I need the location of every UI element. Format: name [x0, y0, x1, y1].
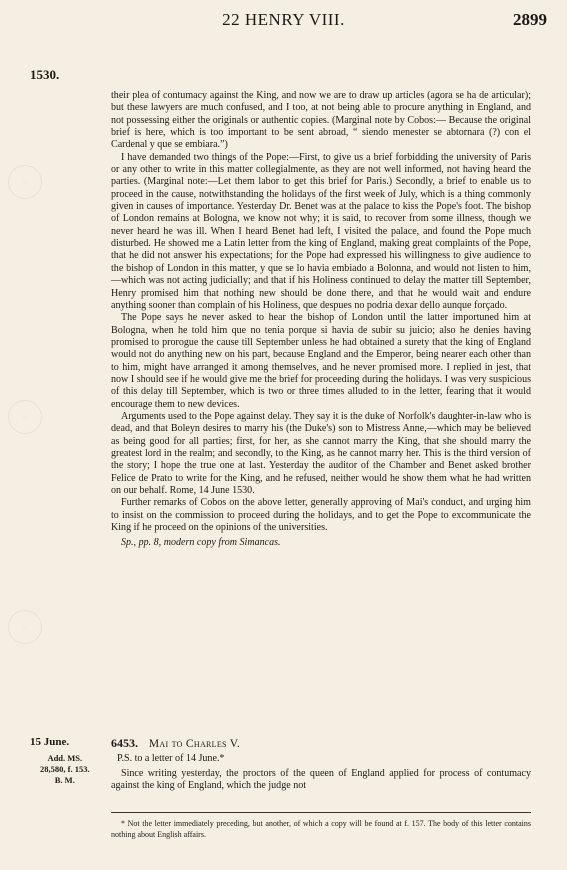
entry-number: 6453.	[111, 736, 138, 750]
manuscript-reference-line: Add. MS.	[47, 753, 83, 763]
body-paragraph: Arguments used to the Pope against delay. They say it is the duke of Norfolk's daughter-in-law who is dead, and that Boleyn desires to marry his (the Duke's) son to Mistress Anne,—which may be believed as being good for all parties; first, for her, as she cannot marry the King, that she should marry the greatest lord in the realm; and secondly, to the King, as he cannot marry her. This is the third version of the story; I hope the true one at last. Yesterday the auditor of the Chamber and Benet asked brother Felice de Prato to write for the King, and he refused, neither would he show them what he had written on our behalf. Rome, 14 June 1530.	[111, 410, 531, 496]
manuscript-reference-line: B. M.	[54, 775, 75, 785]
entry-date: 15 June.	[30, 736, 70, 748]
margin-year: 1530.	[30, 67, 60, 82]
running-title: 22 HENRY VIII.	[222, 10, 345, 29]
entry-text: Since writing yesterday, the proctors of the queen of England applied for process of contumacy against the king of England, which the judge not	[111, 768, 531, 792]
library-stamp-icon: ○	[8, 400, 42, 434]
source-note: Sp., pp. 8, modern copy from Simancas.	[121, 537, 281, 549]
entry-title: Mai to Charles V.	[148, 738, 241, 750]
library-stamp-icon: ○	[8, 610, 42, 644]
letter-body	[111, 90, 531, 550]
body-paragraph: I have demanded two things of the Pope:—First, to give us a brief forbidding the university of Paris or any other to write in this matter collegialmente, as they are not well informed, not having heard the parties. (Marginal note:—Let them labor to get this brief for Paris.) Secondly, a brief to enable us to proceed in the cause, notwithstanding the holidays of the first week of July, which is a thing commonly given in causes of importance. Yesterday Dr. Benet was at the palace to kiss the Pope's foot. The bishop of London remains at Bologna, we know not why; it is said, to recover from some illness, though we never heard he was ill. When I heard Benet had left, I visited the palace, and found the Pope much disturbed. He showed me a Latin letter from the king of England, making great complaints of the Pope, that he did not answer his expectations; for the Pope had expressed his willingness to give audience to the bishop of London in this matter, y que se lo havia embiado a Bolonna, and would not listen to him,—which was not acting judicially; and that if his Holiness continued to delay the matter till September, Henry promised him that nothing new should be done there, and that he would wait and endure anything sooner than complain of his Holiness, que despues no podria dexar dello aunque forçado.	[111, 151, 531, 311]
footnote: * Not the letter immediately preceding, but another, of which a copy will be found at f. 157. The body of this letter contains nothing about English affairs.	[111, 819, 531, 839]
library-stamp-icon: ○	[8, 165, 42, 199]
body-paragraph: Further remarks of Cobos on the above letter, generally approving of Mai's conduct, and urging him to insist on the commission to proceed during the holidays, and to get the Pope to excommunicate the King if he proceed on the opinions of the universities.	[111, 497, 531, 534]
footnote-divider	[111, 812, 531, 813]
manuscript-reference-line: 28,580, f. 153.	[40, 764, 90, 774]
body-paragraph: The Pope says he never asked to hear the bishop of London until the latter importuned him at Bologna, when he told him que no tenia porque si havia de subir su juicio; also he denies having promised to prorogue the cause till September unless he had obtained a surety that the king of England would not do anything new on his part, because England and the Emperor, being nearer each other than to him, might have arranged it among themselves, and he never promised more. I replied in jest, that now I should see if he would give me the brief for proceeding during the holidays. I was very suspicious of this delay till September, which is two or three times alluded to in the letter, fearing that it would encourage them to new devices.	[111, 312, 531, 410]
body-paragraph: their plea of contumacy against the King, and now we are to draw up articles (agora se ha de articular); but these lawyers are much confused, and I too, at not being able to procure anything in England, and not possessing either the originals or authentic copies. (Marginal note by Cobos:— Because the original brief is here, which is too important to be sent abroad, “ siendo menester se abtornara (?) con el Cardenal y que se embiara.”)	[111, 90, 531, 151]
entry-subheading: P.S. to a letter of 14 June.*	[117, 753, 225, 764]
manuscript-reference	[40, 753, 90, 786]
calendar-entry	[30, 736, 540, 796]
page-header	[0, 10, 567, 32]
entry-heading	[111, 736, 240, 751]
page-number: 2899	[513, 10, 547, 29]
